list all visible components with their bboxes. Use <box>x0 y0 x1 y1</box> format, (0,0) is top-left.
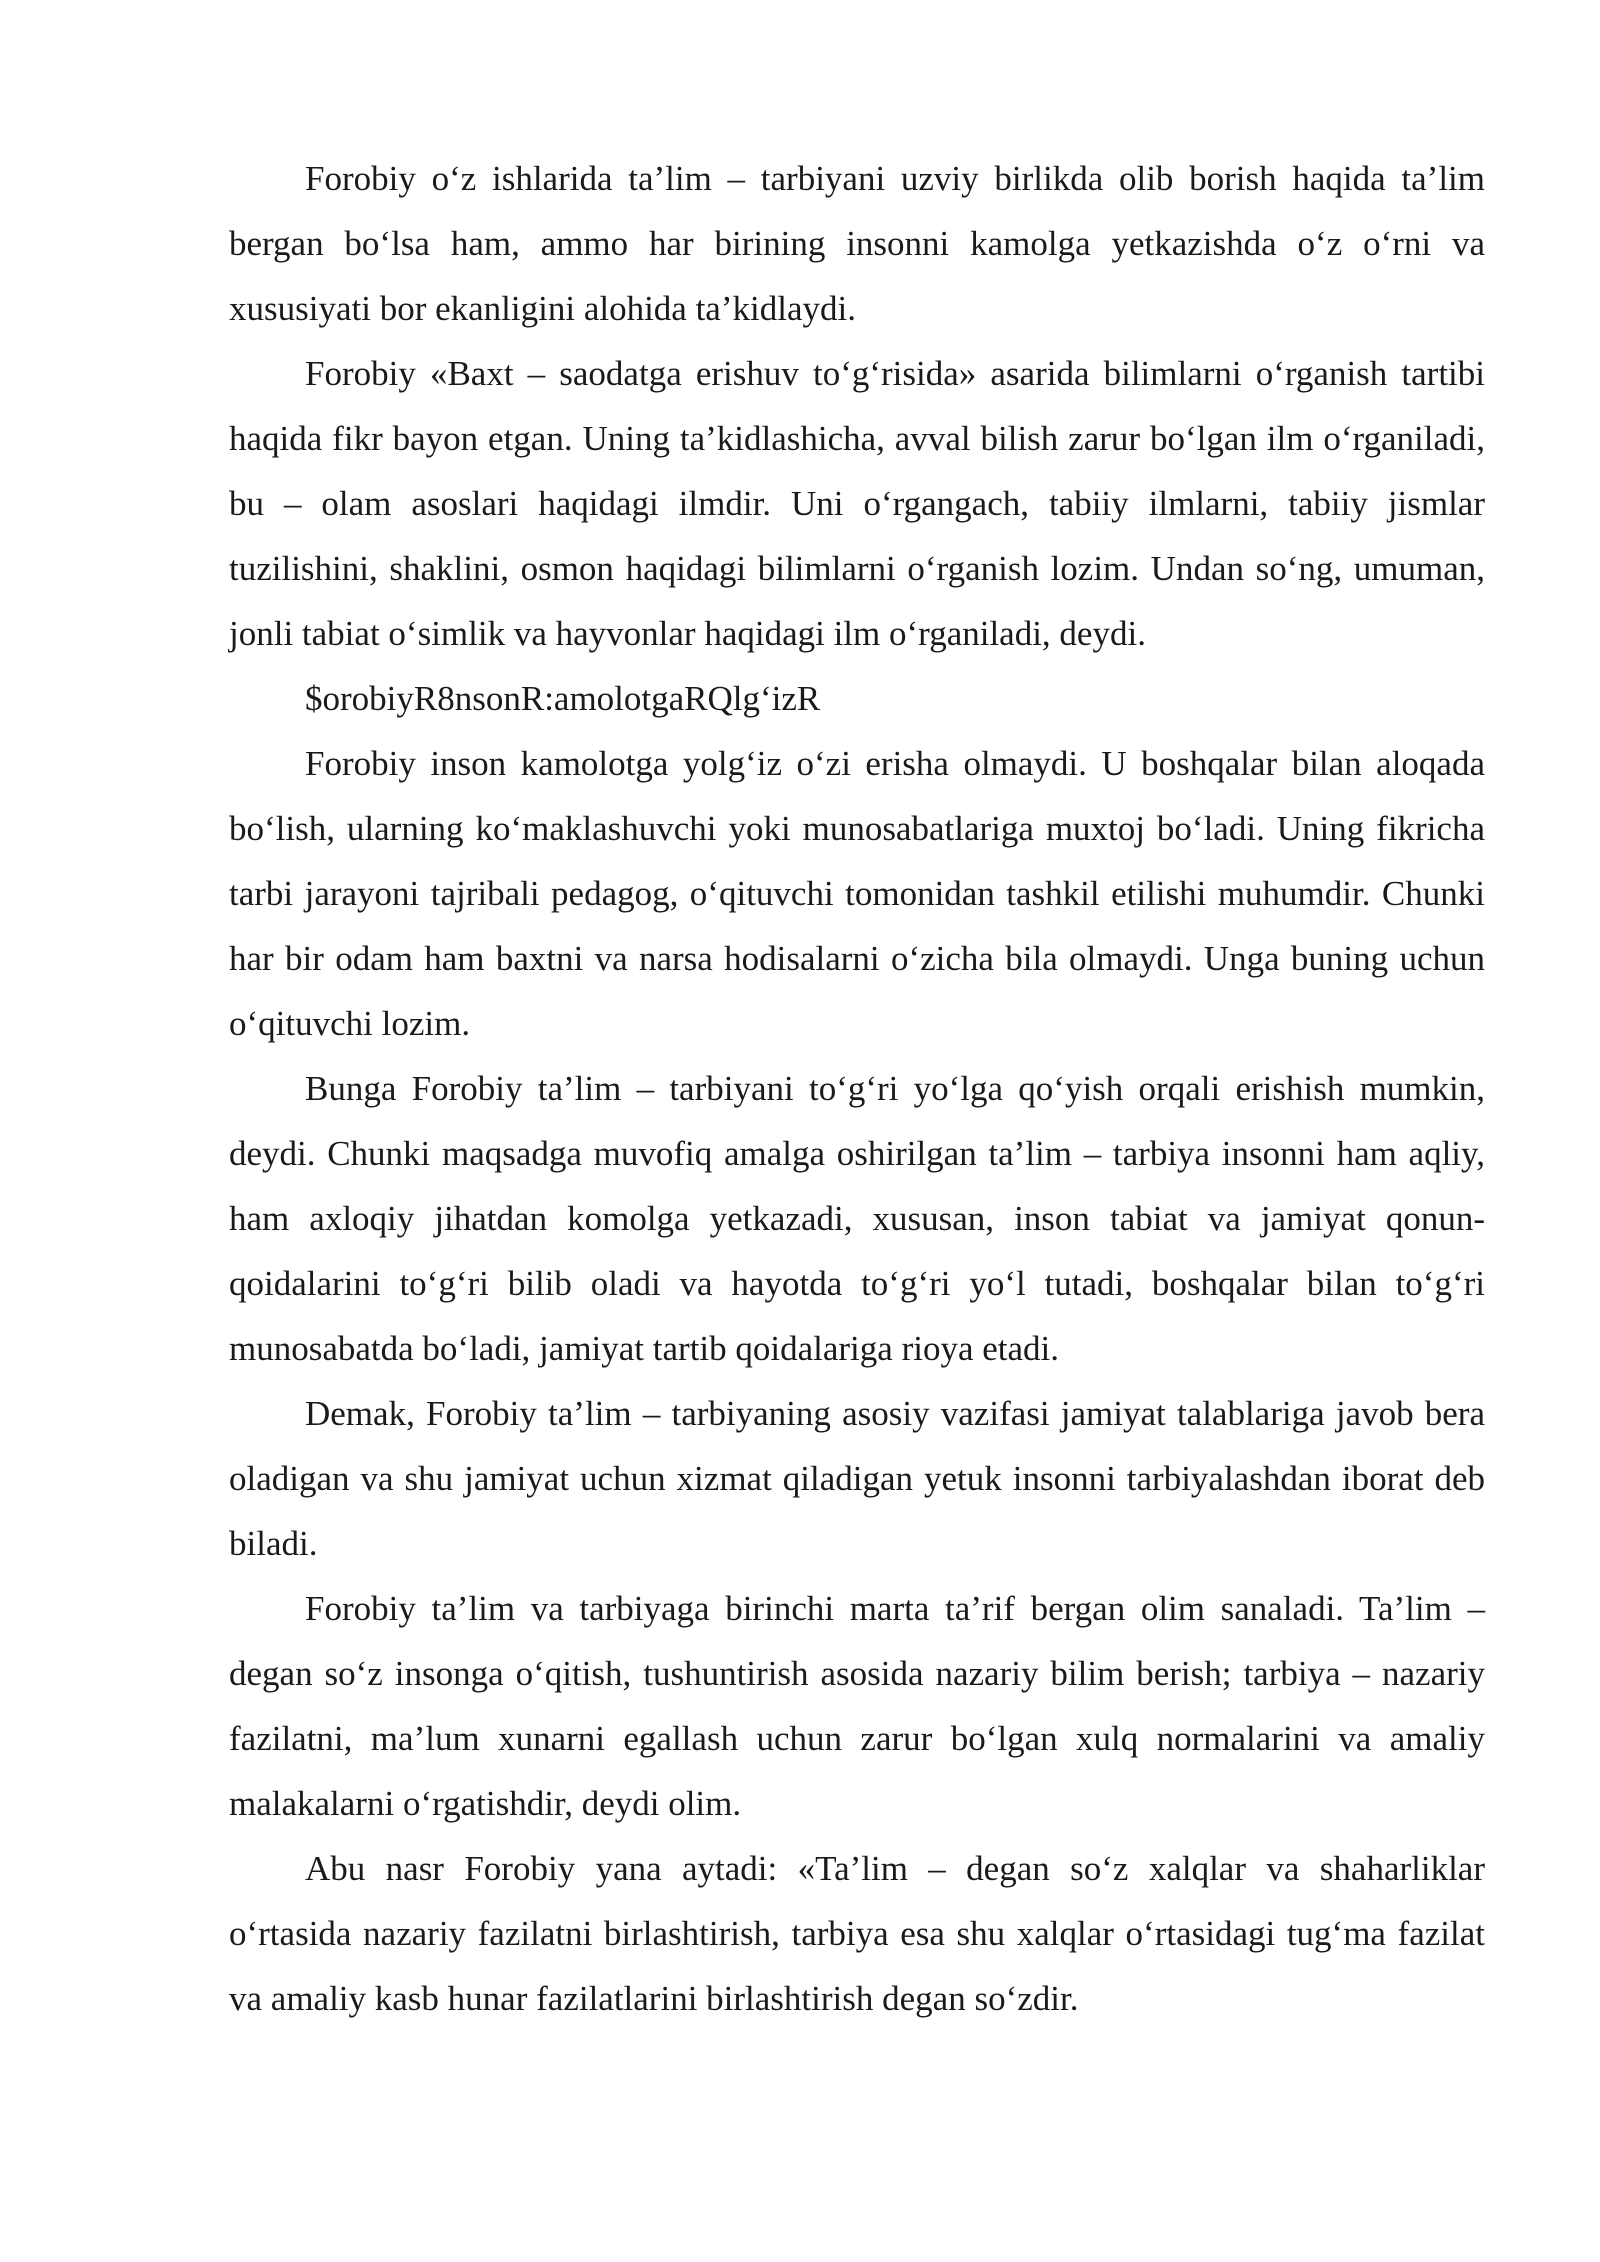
paragraph-1: Forobiy o‘z ishlarida ta’lim – tarbiyani uzviy birlikda olib borish haqida ta’lim bergan bo‘lsa ham, ammo har birining insonni kamolga yetkazishda o‘z o‘rni va xususiyati bor ekanligini alohida ta’kidlaydi. <box>229 159 1485 328</box>
garbled-heading: $orobiyR8nsonR:amolotgaRQlg‘izR <box>305 679 821 718</box>
paragraph-3: Forobiy inson kamolotga yolg‘iz o‘zi erisha olmaydi. U boshqalar bilan aloqada bo‘lish, ularning ko‘maklashuvchi yoki munosabatlariga muxtoj bo‘ladi. Uning fikricha tarbi jarayoni tajribali pedagog, o‘qituvchi tomonidan tashkil etilishi muhumdir. Chunki har bir odam ham baxtni va narsa hodisalarni o‘zicha bila olmaydi. Unga buning uchun o‘qituvchi lozim. <box>229 744 1485 1043</box>
paragraph-5: Demak, Forobiy ta’lim – tarbiyaning asosiy vazifasi jamiyat talablariga javob bera oladigan va shu jamiyat uchun xizmat qiladigan yetuk insonni tarbiyalashdan iborat deb biladi. <box>229 1394 1485 1563</box>
paragraph-6: Forobiy ta’lim va tarbiyaga birinchi marta ta’rif bergan olim sanaladi. Ta’lim – degan so‘z insonga o‘qitish, tushuntirish asosida nazariy bilim berish; tarbiya – nazariy fazilatni, ma’lum xunarni egallash uchun zarur bo‘lgan xulq normalarini va amaliy malakalarni o‘rgatishdir, deydi olim. <box>229 1589 1485 1823</box>
paragraph-7: Abu nasr Forobiy yana aytadi: «Ta’lim – degan so‘z xalqlar va shaharliklar o‘rtasida nazariy fazilatni birlashtirish, tarbiya esa shu xalqlar o‘rtasidagi tug‘ma fazilat va amaliy kasb hunar fazilatlarini birlashtirish degan so‘zdir. <box>229 1849 1485 2018</box>
document-body <box>229 146 1485 2031</box>
paragraph-4: Bunga Forobiy ta’lim – tarbiyani to‘g‘ri yo‘lga qo‘yish orqali erishish mumkin, deydi. Chunki maqsadga muvofiq amalga oshirilgan ta’lim – tarbiya insonni ham aqliy, ham axloqiy jihatdan komolga yetkazadi, xususan, inson tabiat va jamiyat qonun-qoidalarini to‘g‘ri bilib oladi va hayotda to‘g‘ri yo‘l tutadi, boshqalar bilan to‘g‘ri munosabatda bo‘ladi, jamiyat tartib qoidalariga rioya etadi. <box>229 1069 1485 1368</box>
paragraph-2: Forobiy «Baxt – saodatga erishuv to‘g‘risida» asarida bilimlarni o‘rganish tartibi haqida fikr bayon etgan. Uning ta’kidlashicha, avval bilish zarur bo‘lgan ilm o‘rganiladi, bu – olam asoslari haqidagi ilmdir. Uni o‘rgangach, tabiiy ilmlarni, tabiiy jismlar tuzilishini, shaklini, osmon haqidagi bilimlarni o‘rganish lozim. Undan so‘ng, umuman, jonli tabiat o‘simlik va hayvonlar haqidagi ilm o‘rganiladi, deydi. <box>229 354 1485 653</box>
